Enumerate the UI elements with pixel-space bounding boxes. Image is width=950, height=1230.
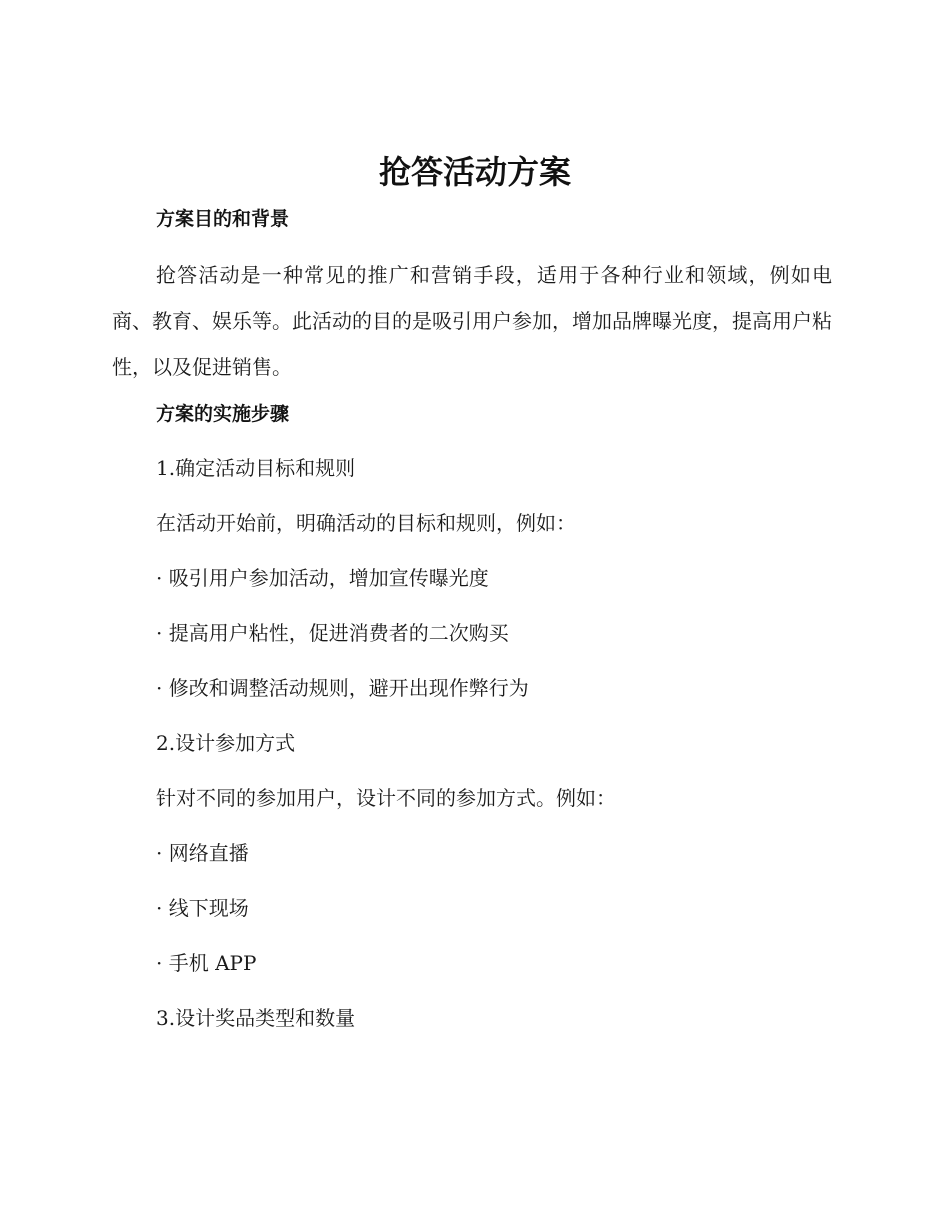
list-item: · 网络直播 — [156, 841, 249, 865]
list-item: · 修改和调整活动规则，避开出现作弊行为 — [156, 676, 529, 700]
purpose-paragraph: 抢答活动是一种常见的推广和营销手段，适用于各种行业和领域，例如电商、教育、娱乐等。此活动的目的是吸引用户参加，增加品牌曝光度，提高用户粘性，以及促进销售。 — [112, 263, 832, 379]
section-heading-purpose: 方案目的和背景 — [156, 208, 290, 230]
step1-intro: 在活动开始前，明确活动的目标和规则，例如： — [156, 511, 576, 535]
list-item: · 吸引用户参加活动，增加宣传曝光度 — [156, 566, 489, 590]
section-heading-steps: 方案的实施步骤 — [156, 403, 290, 425]
document-title: 抢答活动方案 — [378, 153, 571, 191]
list-item: · 线下现场 — [156, 896, 249, 920]
step2-intro: 针对不同的参加用户，设计不同的参加方式。例如： — [156, 786, 616, 810]
step2-title: 2.设计参加方式 — [156, 731, 296, 755]
step1-title: 1.确定活动目标和规则 — [156, 456, 356, 480]
step3-title: 3.设计奖品类型和数量 — [156, 1006, 356, 1030]
list-item: · 手机 APP — [156, 951, 257, 975]
list-item: · 提高用户粘性，促进消费者的二次购买 — [156, 621, 509, 645]
